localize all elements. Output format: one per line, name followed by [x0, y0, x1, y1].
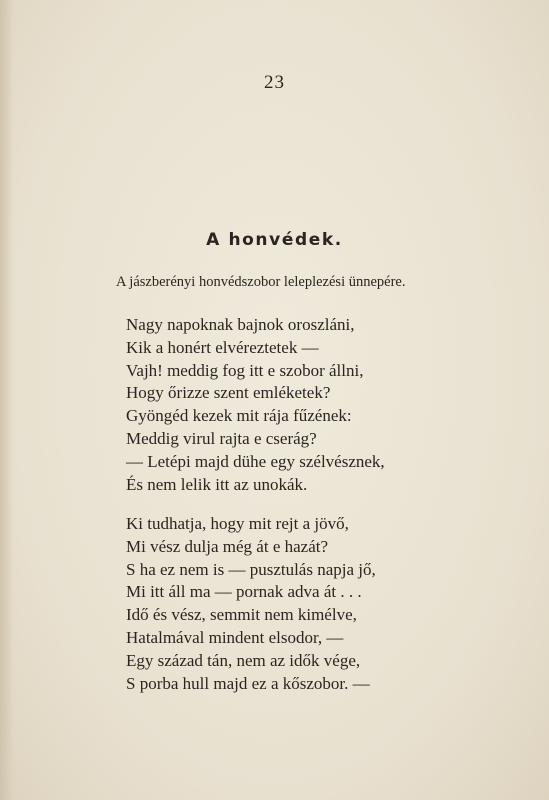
poem-line: S porba hull majd ez a kőszobor. —: [126, 673, 370, 693]
poem-line: Vajh! meddig fog itt e szobor állni,: [126, 360, 364, 380]
poem-line: Idő és vész, semmit nem kimélve,: [126, 605, 357, 625]
poem-line: Ki tudhatja, hogy mit rejt a jövő,: [126, 514, 349, 533]
poem-line: S ha ez nem is — pusztulás napja jő,: [126, 559, 376, 579]
stanza-1: [126, 314, 436, 496]
poem-subtitle: A jászberényi honvédszobor leleplezési ünnepére.: [116, 274, 406, 290]
page-number: 23: [264, 72, 285, 93]
poem-line: Egy század tán, nem az idők vége,: [126, 650, 361, 670]
poem-line: Gyöngéd kezek mit rája fűzének:: [126, 406, 352, 426]
poem-line: Mi itt áll ma — pornak adva át . . .: [126, 582, 362, 602]
page-gutter-shadow: [0, 0, 14, 800]
poem-line: — Letépi majd dühe egy szélvésznek,: [126, 451, 385, 471]
poem-line: És nem lelik itt az unokák.: [126, 474, 308, 494]
poem-line: Mi vész dulja még át e hazát?: [126, 536, 329, 556]
poem-line: Hogy őrizze szent emléketek?: [126, 383, 331, 403]
poem-title: A honvédek.: [206, 230, 343, 250]
poem-line: Meddig virul rajta e cserág?: [126, 428, 317, 448]
poem-line: Nagy napoknak bajnok oroszláni,: [126, 315, 355, 334]
poem-line: Hatalmával mindent elsodor, —: [126, 627, 344, 647]
stanza-2: [126, 513, 436, 695]
poem-line: Kik a honért elvéreztetek —: [126, 337, 319, 357]
